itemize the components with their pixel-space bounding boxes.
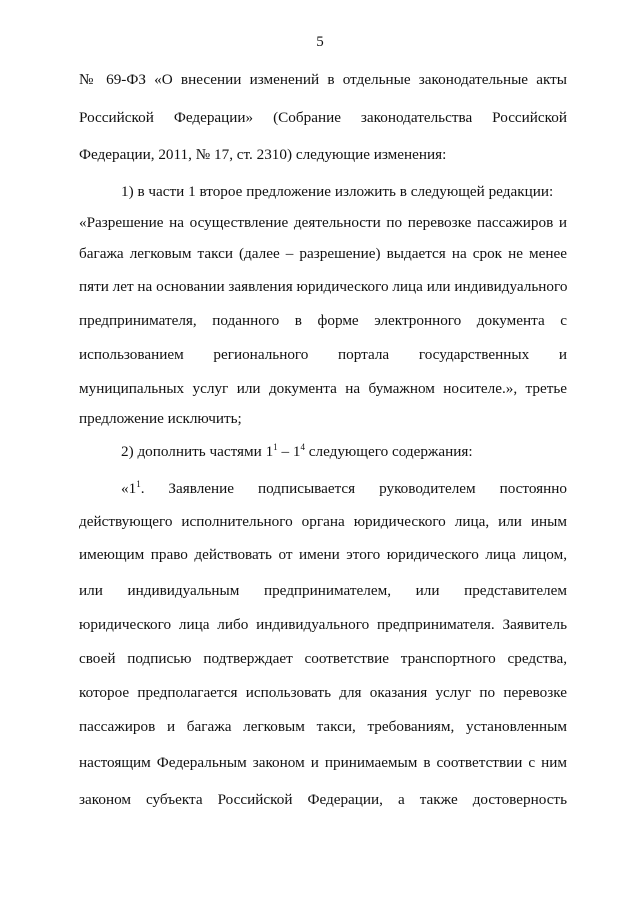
text-line: или индивидуальным предпринимателем, или представителем: [79, 582, 567, 599]
text-line: пассажиров и багажа легковым такси, требованиям, установленным: [79, 718, 567, 735]
amendment-item-2: [121, 443, 567, 461]
text-line: предпринимателя, поданного в форме электронного документа с: [79, 312, 567, 329]
clause-1-1-heading: [121, 480, 567, 498]
text-line: 1) в части 1 второе предложение изложить в следующей редакции:: [121, 183, 554, 200]
superscript: 1: [136, 479, 141, 489]
text-line: Российской Федерации» (Собрание законодательства Российской: [79, 109, 567, 126]
text-line: багажа легковым такси (далее – разрешение) выдается на срок не менее: [79, 245, 567, 262]
text-line: юридического лица либо индивидуального предпринимателя. Заявитель: [79, 616, 567, 633]
text-line: настоящим Федеральным законом и принимаемым в соответствии с ним: [79, 754, 567, 771]
text-line: своей подписью подтверждает соответствие транспортного средства,: [79, 650, 567, 667]
item2-suffix: следующего содержания:: [304, 443, 473, 460]
text-line: пяти лет на основании заявления юридического лица или индивидуального: [79, 278, 568, 295]
text-line: Федерации, 2011, № 17, ст. 2310) следующие изменения:: [79, 146, 447, 163]
superscript: 1: [273, 442, 278, 452]
clause-open: «1: [121, 480, 137, 497]
text-line: «Разрешение на осуществление деятельности по перевозке пассажиров и: [79, 214, 567, 231]
clause-rest: . Заявление подписывается руководителем постоянно: [140, 480, 567, 497]
text-line: законом субъекта Российской Федерации, а также достоверность: [79, 791, 567, 808]
text-line: имеющим право действовать от имени этого юридического лица лицом,: [79, 546, 567, 563]
superscript: 4: [300, 442, 305, 452]
item2-prefix: 2) дополнить частями 1: [121, 443, 274, 460]
text-line: № 69-ФЗ «О внесении изменений в отдельные законодательные акты: [79, 71, 567, 88]
text-line: действующего исполнительного органа юридического лица, или иным: [79, 513, 567, 530]
text-line: предложение исключить;: [79, 410, 242, 427]
text-line: которое предполагается использовать для оказания услуг по перевозке: [79, 684, 567, 701]
item2-dash: – 1: [277, 443, 301, 460]
page-number: 5: [316, 34, 324, 50]
text-line: использованием регионального портала государственных и: [79, 346, 567, 363]
text-line: муниципальных услуг или документа на бумажном носителе.», третье: [79, 380, 567, 397]
